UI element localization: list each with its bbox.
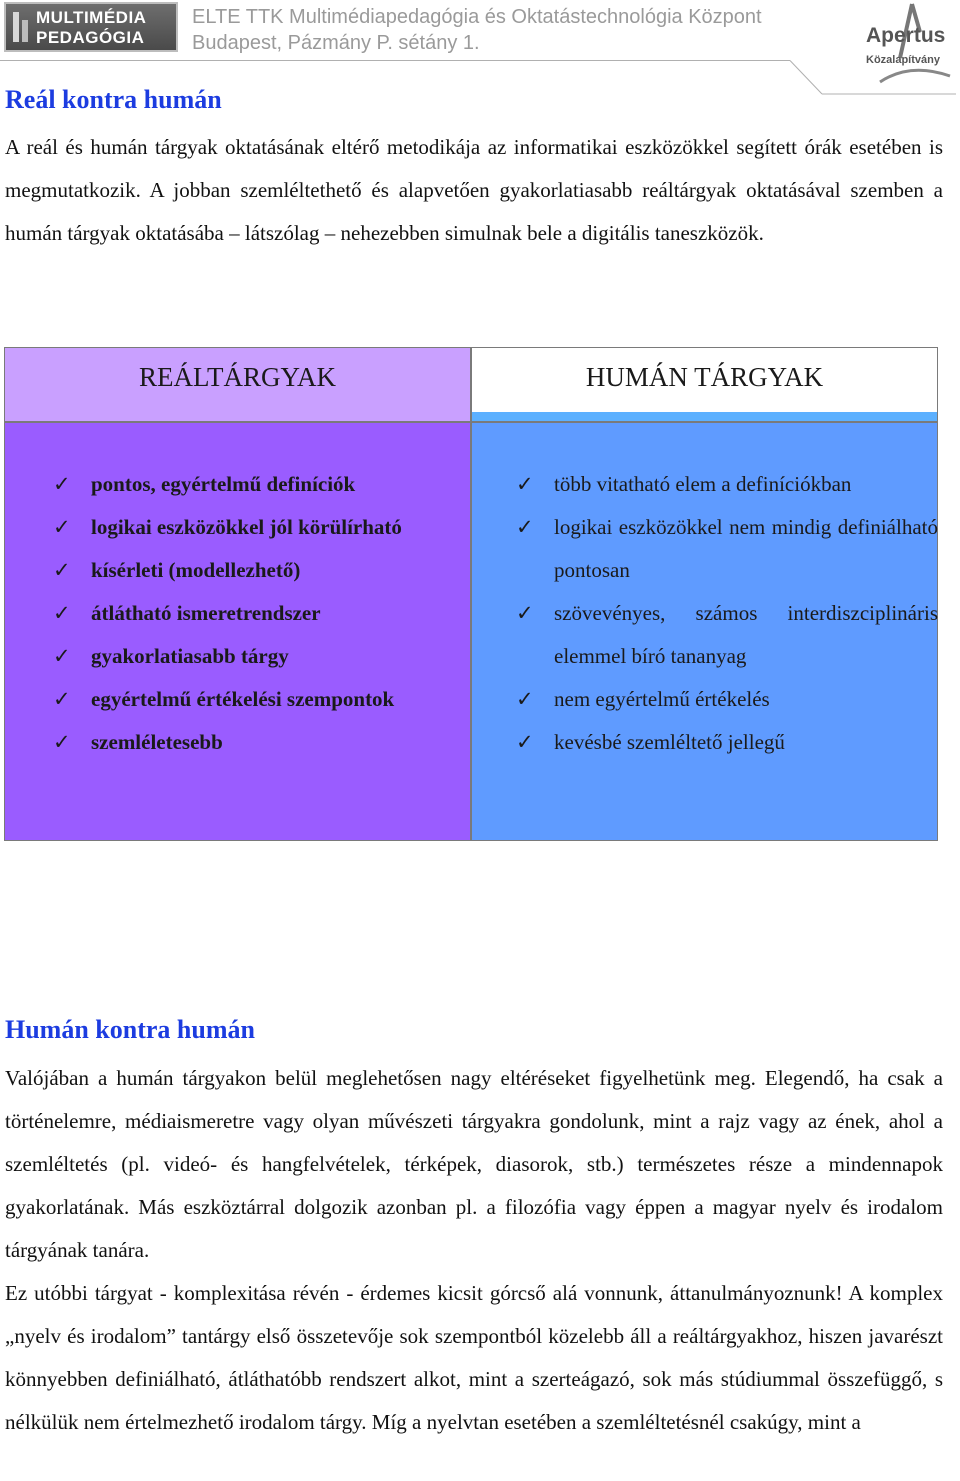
intro-paragraph: A reál és humán tárgyak oktatásának eltérő metodikája az informatikai eszközökkel segített órák esetében is megmutatkozik. A jobban szemléltethető és alapvetően gyakorlatiasabb reáltárgyak oktatásával szemben a humán tárgyak oktatásába – látszólag – nehezebben simulnak bele a digitális taneszközök. (5, 135, 943, 245)
checkmark-icon: ✓ (53, 644, 71, 668)
real-subjects-header (4, 347, 471, 422)
logo-right-line2: Közalapítvány (866, 54, 940, 66)
checkmark-icon: ✓ (516, 687, 534, 711)
list-item-text: átlátható ismeretrendszer (91, 601, 321, 625)
checkmark-icon: ✓ (53, 515, 71, 539)
human-subjects-title: HUMÁN TÁRGYAK (585, 362, 824, 392)
list-item (53, 678, 463, 721)
list-item-text: egyértelmű értékelési szempontok (91, 687, 395, 711)
human-subjects-list (516, 463, 938, 764)
list-item-text: nem egyértelmű értékelés (554, 687, 770, 711)
section-title-human-vs-human: Humán kontra humán (5, 1015, 255, 1044)
checkmark-icon: ✓ (53, 472, 71, 496)
apertus-logo (860, 2, 958, 86)
checkmark-icon: ✓ (53, 730, 71, 754)
list-item (53, 635, 463, 678)
list-item (516, 463, 938, 506)
real-subjects-title: REÁLTÁRGYAK (138, 362, 336, 392)
list-item (53, 506, 463, 549)
checkmark-icon: ✓ (53, 558, 71, 582)
body-paragraph-2: Ez utóbbi tárgyat - komplexitása révén - érdemes kicsit górcső alá vonnunk, áttanulmányoznunk! A komplex „nyelv és irodalom” tantárgy első összetevője sok szempontból közelebb áll a reáltárgyakhoz, hiszen javarészt könnyebben definiálható, átláthatóbb rendszert alkot, mint a szerteágazó, sok más stúdiummal összefüggő, s nélkülük nem értelmezhető irodalom tárgy. Míg a nyelvtan esetében a szemléltetésnél csakúgy, mint a (5, 1281, 943, 1434)
list-item (53, 463, 463, 506)
list-item-text: gyakorlatiasabb tárgy (91, 644, 289, 668)
list-item (516, 506, 938, 592)
section-title-real-vs-human: Reál kontra humán (5, 85, 222, 114)
list-item-text: logikai eszközökkel nem mindig definiálható pontosan (554, 515, 938, 582)
organization-name: ELTE TTK Multimédiapedagógia és Oktatástechnológia Központ (192, 6, 762, 28)
human-subjects-header (471, 347, 938, 422)
checkmark-icon: ✓ (516, 730, 534, 754)
list-item-text: szövevényes, számos interdiszciplináris elemmel bíró tananyag (554, 601, 938, 668)
checkmark-icon: ✓ (53, 687, 71, 711)
list-item-text: logikai eszközökkel jól körülírható (91, 515, 402, 539)
comparison-table (4, 347, 938, 841)
list-item (516, 592, 938, 678)
list-item (516, 678, 938, 721)
human-subjects-list-cell (471, 422, 938, 841)
logo-mark-icon (12, 10, 30, 44)
checkmark-icon: ✓ (516, 472, 534, 496)
organization-street: Budapest, Pázmány P. sétány 1. (192, 32, 480, 54)
list-item-text: kevésbé szemléltető jellegű (554, 730, 785, 754)
checkmark-icon: ✓ (53, 601, 71, 625)
multimedia-pedagogia-logo (4, 2, 178, 52)
real-subjects-list (53, 463, 463, 764)
list-item-text: szemléletesebb (91, 730, 223, 754)
list-item (53, 549, 463, 592)
list-item (53, 721, 463, 764)
list-item (516, 721, 938, 764)
checkmark-icon: ✓ (516, 601, 534, 625)
real-subjects-list-cell (4, 422, 471, 841)
checkmark-icon: ✓ (516, 515, 534, 539)
list-item (53, 592, 463, 635)
list-item-text: pontos, egyértelmű definíciók (91, 472, 356, 496)
list-item-text: több vitatható elem a definíciókban (554, 472, 852, 496)
logo-left-line2: PEDAGÓGIA (36, 28, 145, 47)
logo-left-line1: MULTIMÉDIA (36, 8, 147, 27)
logo-right-line1: Apertus (866, 24, 946, 47)
list-item-text: kísérleti (modellezhető) (91, 558, 301, 582)
body-paragraph-1: Valójában a humán tárgyakon belül meglehetősen nagy eltéréseket figyelhetünk meg. Elegendő, ha csak a történelemre, médiaismeretre vagy olyan művészeti tárgyakra gondolunk, mint a rajz vagy az ének, ahol a szemléltetés (pl. videó- és hangfelvételek, térképek, diasorok, stb.) természetes része a mindennapok gyakorlatának. Más eszköztárral dolgozik azonban pl. a filozófia vagy éppen a magyar nyelv és irodalom tárgyának tanára. (5, 1066, 943, 1262)
organization-address (192, 4, 762, 56)
